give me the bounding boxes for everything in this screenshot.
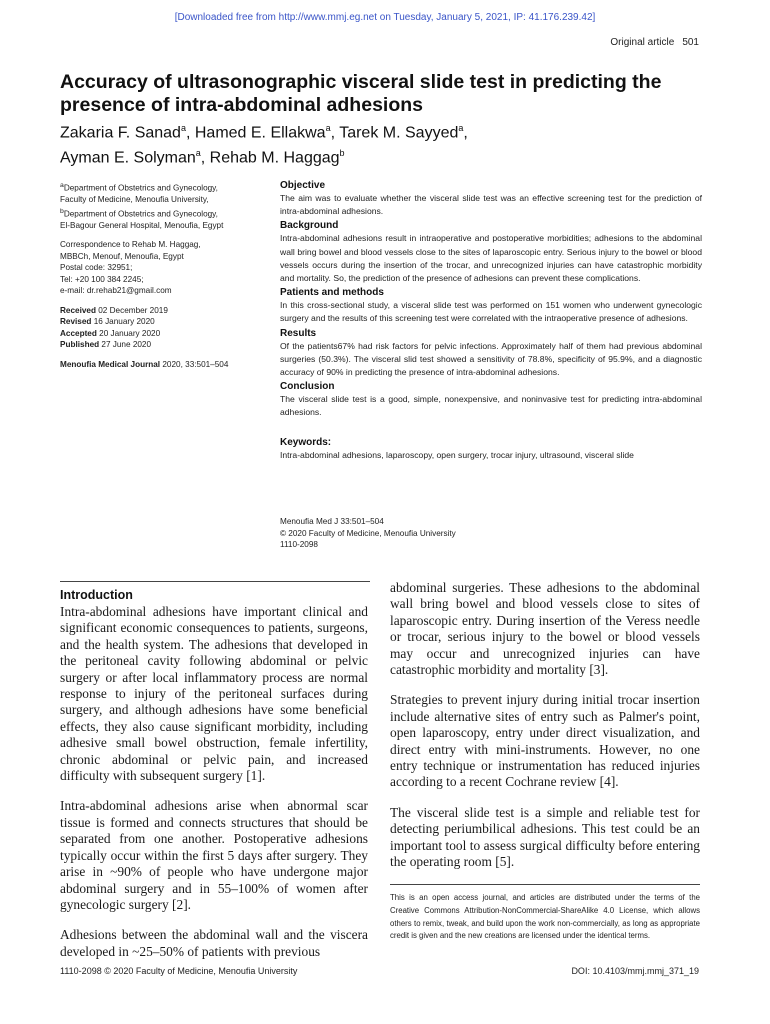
author-line-2: Ayman E. Solyman$^a$, Rehab M. Haggag$^b$ — [60, 148, 345, 167]
correspondence: Correspondence to Rehab M. Haggag, MBBCh, Menouf, Menoufia, Egypt Postal code: 32951; Tel: +20 100 384 2245; e-mail: dr.rehab21@gmail.com — [60, 239, 260, 297]
affiliations: $^a$Department of Obstetrics and Gynecology, Faculty of Medicine, Menoufia University, $^b$Department of Obstetrics and Gynecology, El-Bagour General Hospital, Menoufia, Egypt — [60, 182, 224, 230]
abstract-text: The aim was to evaluate whether the visceral slide test was an effective screening test for the prediction of intra-abdominal adhesions. — [280, 193, 702, 217]
article-dates: Received 02 December 2019 Revised 16 January 2020 Accepted 20 January 2020 Published 27 June 2020 — [60, 305, 168, 350]
journal-info: Menoufia Med J 33:501–504 © 2020 Faculty of Medicine, Menoufia University 1110-2098 — [280, 517, 456, 549]
abstract-heading: Results — [280, 327, 317, 339]
article-title: Accuracy of ultrasonographic visceral slide test in predicting the presence of intra-abdominal adhesions — [60, 71, 662, 116]
author-name: Ayman E. Solyman — [60, 149, 196, 167]
abstract-heading: Patients and methods — [280, 287, 384, 299]
author-name: Zakaria F. Sanad — [60, 124, 181, 142]
abstract — [280, 179, 702, 463]
author-name: Tarek M. Sayyed — [339, 124, 459, 142]
abstract-heading: Background — [280, 220, 339, 232]
abstract-text: Intra-abdominal adhesions result in intraoperative and postoperative morbidities; adhesions to the abdominal wall bring bowel and blood vessels close to the sites of laparoscopic entry. Serious injury to the bowel or blood vessels occurs during the insertion of the trocar, and unrecognized injuries can have catastrophic morbidity and mortality. So, the prediction of the presence of adhesions can prevent these complications. — [280, 233, 702, 284]
abstract-text: The visceral slide test is a good, simple, nonexpensive, and noninvasive test for predicting intra-abdominal adhesions. — [280, 394, 702, 418]
affiliation-marker: a — [325, 123, 331, 133]
paragraph: abdominal surgeries. These adhesions to the abdominal wall bring bowel and blood vessels close to sites of laparoscopic entry. During insertion of the Veress needle or trocar, serious injury to the bowel or blood vessels may occur and unrecognized injuries can have catastrophic morbidity and mortality [3]. — [390, 580, 700, 678]
affiliation-marker: a — [458, 123, 464, 133]
author-name: Rehab M. Haggag — [209, 149, 340, 167]
paragraph: Strategies to prevent injury during initial trocar insertion include alternative sites of entry such as Palmer's point, open laparoscopy, entry under direct visualization, and direct entry with mini-instruments. However, no one entry technique or instrumentation has reduced injuries according to a recent Cochrane review [4]. — [390, 692, 700, 790]
author-line-1: Zakaria F. Sanad$^a$, Hamed E. Ellakwa$^a$, Tarek M. Sayyed$^a$, — [60, 123, 468, 142]
abstract-text: Of the patients67% had risk factors for pelvic infections. Approximately half of them had previous abdominal surgeries (50.3%). The visceral slid test showed a sensitivity of 78.8%, specificity of 95.9%, and a diagnostic accuracy of 90% in predicting the presence of intra-abdominal adhesions. — [280, 340, 702, 378]
keywords-text: Intra-abdominal adhesions, laparoscopy, open surgery, trocar injury, ultrasound, visceral slide — [280, 449, 634, 460]
keywords — [280, 436, 702, 462]
license-divider — [390, 884, 700, 885]
affiliation-marker: b — [339, 148, 345, 159]
email-link[interactable]: e-mail: dr.rehab21@gmail.com — [60, 286, 172, 296]
footer-doi[interactable]: DOI: 10.4103/mmj.mmj_371_19 — [571, 966, 699, 976]
license-notice: This is an open access journal, and articles are distributed under the terms of the Creative Commons Attribution-NonCommercial-ShareAlike 4.0 License, which allows others to remix, tweak, and build upon the work non-commercially, as long as appropriate credit is given and the new creations are licensed under the identical terms. — [390, 893, 700, 941]
author-list — [60, 118, 720, 169]
section-divider — [60, 581, 370, 582]
footer-copyright: 1110-2098 © 2020 Faculty of Medicine, Menoufia University — [60, 966, 298, 976]
body-column-right — [390, 580, 700, 885]
running-head — [602, 37, 699, 48]
citation: Menoufia Medical Journal 2020, 33:501–504 — [60, 359, 229, 369]
affiliation-marker: a — [195, 148, 201, 159]
paragraph: Intra-abdominal adhesions arise when abnormal scar tissue is formed and connects structures that should be separated from one another. Postoperative adhesions typically occur within the first 5 days after surgery. They arise in ~90% of people who have undergone major abdominal surgery and in 55–100% of women after gynecologic surgery [2]. — [60, 798, 368, 912]
page-number: 501 — [682, 37, 699, 48]
paragraph: Adhesions between the abdominal wall and the viscera developed in ~25–50% of patients with previous — [60, 927, 368, 959]
paragraph: Intra-abdominal adhesions have important clinical and significant economic consequences to patients, surgeons, and the health system. The adhesions that developed in the peritoneal cavity following abdominal or pelvic surgery or after local inflammatory process are normal response to injury of the peritoneal surfaces during surgery, and although adhesions have some beneficial effects, they also cause significant morbidity, including adhesive small bowel obstruction, female infertility, chronic abdominal or pelvic pain, and increased difficulty with subsequent surgery [1]. — [60, 604, 368, 784]
paragraph: The visceral slide test is a simple and reliable test for detecting periumbilical adhesions. This test could be an important tool to assess surgical difficulty before entering the operating room [5]. — [390, 804, 700, 870]
keywords-heading: Keywords: — [280, 436, 332, 448]
abstract-heading: Objective — [280, 180, 326, 191]
author-name: Hamed E. Ellakwa — [194, 124, 326, 142]
affiliation-marker: a — [180, 123, 186, 133]
intro-heading: Introduction — [60, 588, 133, 602]
abstract-heading: Conclusion — [280, 381, 335, 393]
abstract-text: In this cross-sectional study, a visceral slide test was performed on 151 women who underwent gynecologic surgery and the results of this screening test were correlated with the intraoperative presence of adhesions. — [280, 300, 702, 324]
article-metadata — [60, 180, 260, 378]
download-notice[interactable]: [Downloaded free from http://www.mmj.eg.net on Tuesday, January 5, 2021, IP: 41.176.239.42] — [174, 12, 596, 23]
article-type: Original article — [610, 37, 675, 48]
body-column-left — [60, 604, 368, 974]
